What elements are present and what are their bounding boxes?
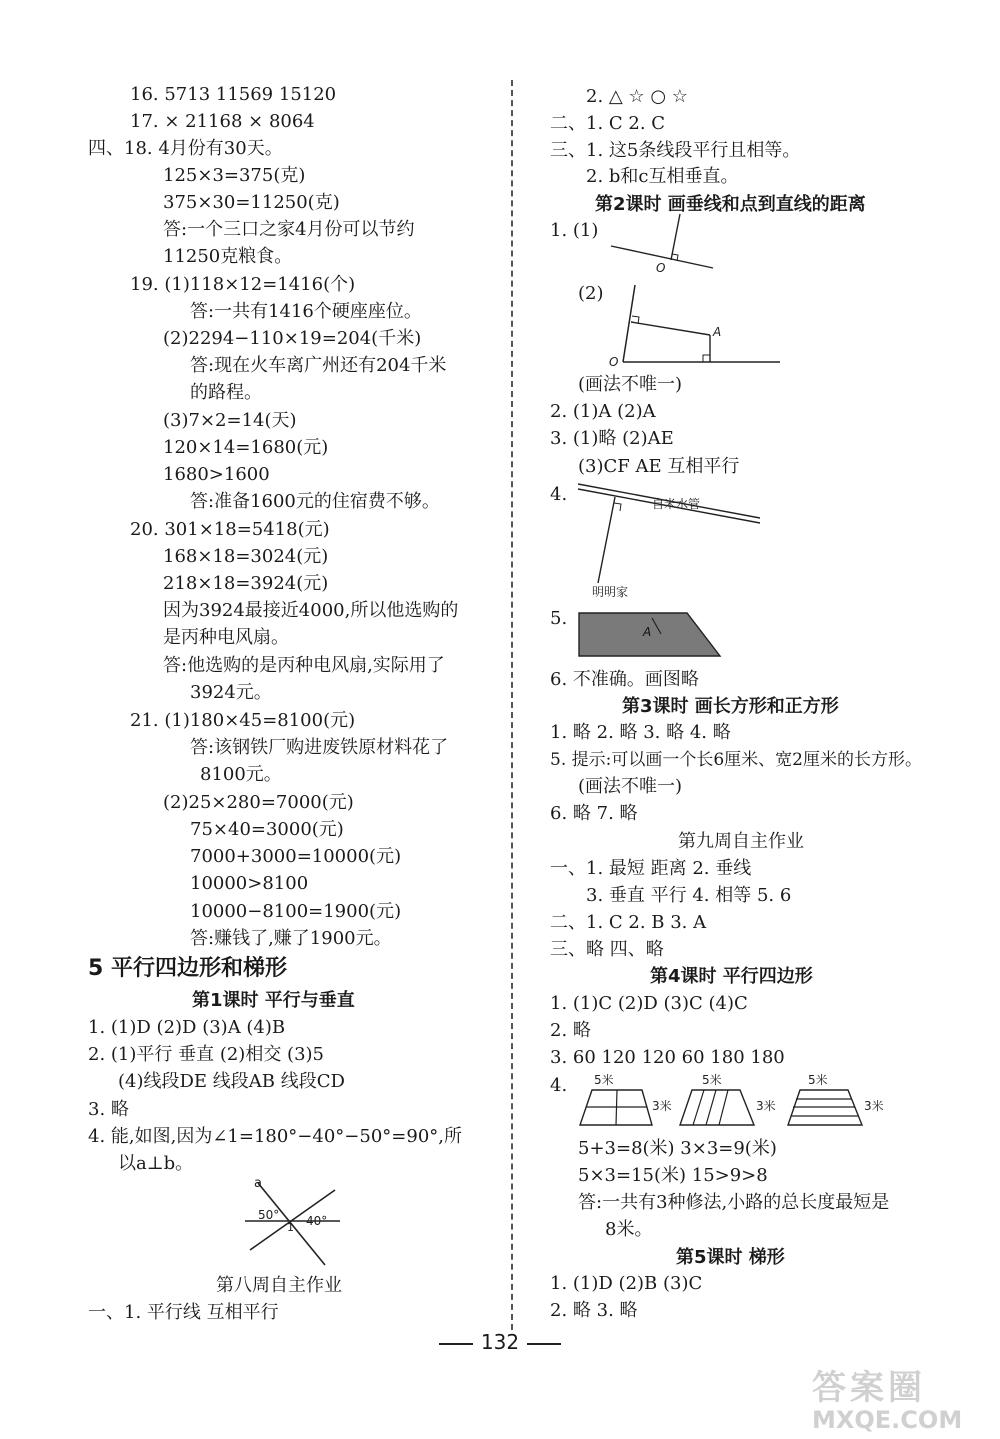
answer-18: 四、18. 4月份有30天。 (88, 138, 283, 159)
answer-line: 5. (550, 608, 568, 629)
calc-line: 218×18=3924(元) (163, 573, 329, 594)
calc-line: (3)7×2=14(天) (163, 410, 297, 431)
answer-line: 二、1. C 2. C (550, 113, 666, 134)
answer-text: 答:该钢铁厂购进废铁原材料花了 (190, 737, 449, 758)
answer-line: 4. 能,如图,因为∠1=180°−40°−50°=90°,所 (88, 1126, 462, 1147)
answer-line: 6. 略 7. 略 (550, 803, 638, 824)
lesson-heading: 第1课时 平行与垂直 (192, 990, 355, 1011)
calc-line: 375×30=11250(克) (163, 192, 340, 213)
answer-19: 19. (1)118×12=1416(个) (130, 274, 356, 295)
answer-line: 1. (1)D (2)D (3)A (4)B (88, 1017, 286, 1038)
calc-line: 1680>1600 (163, 464, 270, 485)
perpendicular-figure-2 (605, 280, 785, 370)
answer-line: 4. (550, 1075, 568, 1096)
answer-line: 2. △ ☆ ○ ☆ (586, 86, 688, 107)
answer-line: 一、1. 最短 距离 2. 垂线 (550, 858, 752, 879)
answer-line: 一、1. 平行线 互相平行 (88, 1302, 279, 1323)
answer-line: 二、1. C 2. B 3. A (550, 912, 707, 933)
parallelogram-paths-figure (572, 1070, 897, 1132)
lesson-heading: 第3课时 画长方形和正方形 (622, 696, 839, 717)
answer-line: 4. (550, 484, 568, 505)
watermark-line2: MXQE.COM (812, 1406, 963, 1434)
calc-line: 168×18=3024(元) (163, 546, 329, 567)
calc-line: 7000+3000=10000(元) (190, 846, 402, 867)
answer-line: 1. (1) (550, 220, 599, 241)
label-40: 40° (306, 1214, 328, 1228)
answer-text: 答:一共有1416个硬座座位。 (190, 301, 422, 322)
answer-line: 5×3=15(米) 15>9>8 (578, 1165, 768, 1186)
label-5m: 5米 (702, 1073, 722, 1087)
label-5m: 5米 (594, 1073, 614, 1087)
answer-text: 是丙种电风扇。 (163, 627, 289, 648)
answer-line: 3. 60 120 120 60 180 180 (550, 1047, 785, 1068)
calc-line: 10000−8100=1900(元) (190, 901, 402, 922)
answer-line: 1. (1)D (2)B (3)C (550, 1273, 703, 1294)
answer-line: 2. (1)A (2)A (550, 401, 656, 422)
answer-17: 17. × 21168 × 8064 (130, 111, 315, 132)
page-number-text: 132 (480, 1330, 520, 1354)
answer-text: 答:一个三口之家4月份可以节约 (163, 219, 415, 240)
lesson-heading: 第4课时 平行四边形 (650, 966, 813, 987)
answer-line: 5. 提示:可以画一个长6厘米、宽2厘米的长方形。 (550, 750, 922, 770)
answer-line: 三、略 四、略 (550, 939, 664, 960)
answer-text: 答:准备1600元的住宿费不够。 (190, 491, 440, 512)
answer-line: 2. 略 3. 略 (550, 1300, 638, 1321)
calc-line: 120×14=1680(元) (163, 437, 329, 458)
answer-text: 因为3924最接近4000,所以他选购的 (163, 600, 459, 621)
trapezoid-figure (575, 603, 725, 659)
answer-line: (画法不唯一) (578, 374, 683, 395)
column-divider (511, 80, 513, 1330)
section-heading: 5 平行四边形和梯形 (88, 956, 287, 981)
answer-21: 21. (1)180×45=8100(元) (130, 710, 356, 731)
calc-line: (2)25×280=7000(元) (163, 792, 354, 813)
answer-line: 3. 略 (88, 1099, 129, 1120)
page-number (0, 1330, 1000, 1354)
week-heading: 第九周自主作业 (678, 831, 804, 852)
answer-line: 3. (1)略 (2)AE (550, 428, 674, 449)
label-3m: 3米 (756, 1099, 776, 1113)
label-o: O (656, 261, 666, 275)
answer-line: 2. (1)平行 垂直 (2)相交 (3)5 (88, 1044, 325, 1065)
answer-text: 的路程。 (190, 382, 262, 403)
pipe-label: 自米水管 (652, 497, 701, 511)
answer-line: 2. 略 (550, 1020, 591, 1041)
week-heading: 第八周自主作业 (216, 1275, 342, 1296)
answer-line: 5+3=8(米) 3×3=9(米) (578, 1138, 777, 1159)
answer-line: 6. 不准确。画图略 (550, 669, 699, 690)
answer-text: 答:赚钱了,赚了1900元。 (190, 928, 392, 949)
answer-line: 2. b和c互相垂直。 (586, 166, 739, 187)
water-pipe-figure (570, 478, 770, 600)
answer-text: 11250克粮食。 (163, 246, 293, 267)
lesson-heading: 第5课时 梯形 (676, 1247, 785, 1268)
label-1: 1 (287, 1221, 294, 1234)
home-label: 明明家 (592, 585, 629, 599)
calc-line: 75×40=3000(元) (190, 819, 344, 840)
answer-line: (4)线段DE 线段AB 线段CD (118, 1071, 345, 1092)
answer-line: 1. (1)C (2)D (3)C (4)C (550, 993, 748, 1014)
perpendicular-figure-1 (608, 212, 718, 277)
label-3m: 3米 (652, 1099, 672, 1113)
angle-figure (240, 1175, 350, 1270)
answer-line: (3)CF AE 互相平行 (578, 456, 740, 477)
answer-line: 以a⊥b。 (118, 1153, 194, 1174)
answer-line: 8米。 (605, 1219, 653, 1240)
answer-line: (画法不唯一) (578, 776, 683, 797)
label-a: a (254, 1176, 262, 1191)
label-a: A (643, 625, 652, 639)
answer-16: 16. 5713 11569 15120 (130, 84, 337, 105)
answer-text: 8100元。 (200, 764, 282, 785)
answer-20: 20. 301×18=5418(元) (130, 519, 330, 540)
label-o: O (609, 355, 619, 369)
calc-line: 125×3=375(克) (163, 165, 306, 186)
label-5m: 5米 (808, 1073, 828, 1087)
watermark (812, 1370, 962, 1434)
calc-line: (2)2294−110×19=204(千米) (163, 328, 422, 349)
answer-line: (2) (578, 283, 604, 304)
answer-text: 3924元。 (190, 682, 272, 703)
label-a: A (713, 325, 722, 339)
answer-line: 三、1. 这5条线段平行且相等。 (550, 140, 801, 161)
label-50: 50° (258, 1208, 280, 1222)
calc-line: 10000>8100 (190, 873, 309, 894)
answer-line: 答:一共有3种修法,小路的总长度最短是 (578, 1192, 890, 1213)
label-3m: 3米 (864, 1099, 884, 1113)
answer-line: 3. 垂直 平行 4. 相等 5. 6 (586, 885, 792, 906)
watermark-line1: 答案圈 (812, 1368, 926, 1408)
answer-line: 1. 略 2. 略 3. 略 4. 略 (550, 722, 731, 743)
lesson-heading: 第2课时 画垂线和点到直线的距离 (595, 194, 866, 215)
answer-text: 答:现在火车离广州还有204千米 (190, 355, 447, 376)
answer-text: 答:他选购的是丙种电风扇,实际用了 (163, 655, 445, 676)
